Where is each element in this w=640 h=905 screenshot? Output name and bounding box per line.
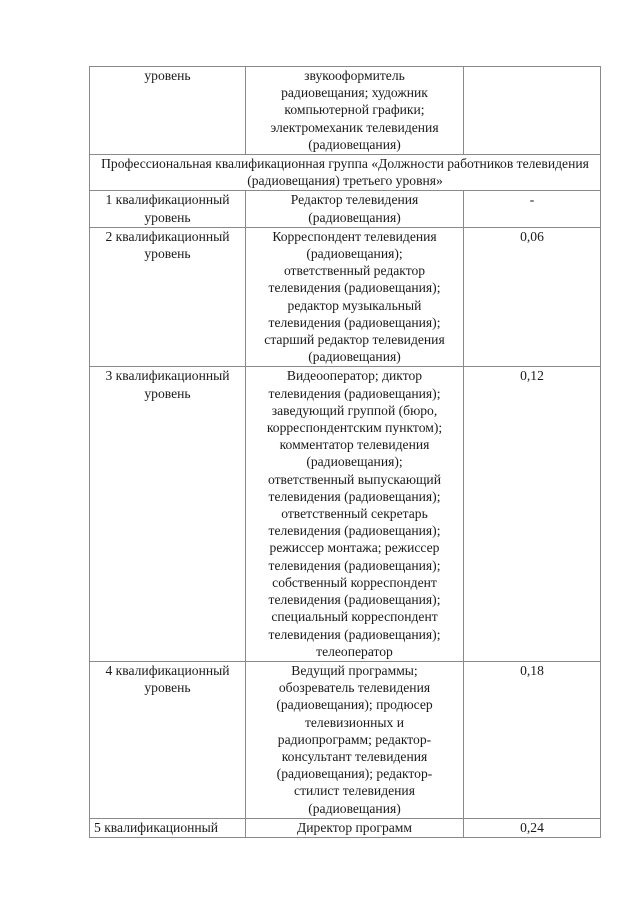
positions-text: Редактор телевидения (радиовещания)	[290, 192, 419, 225]
positions-text: Ведущий программы; обозреватель телевидения (радиовещания); продюсер телевизионных и радиопрограмм; редактор- консультант телевидения (радиовещания); редактор- стилист телевидения (радиовещания)	[276, 662, 433, 816]
coefficient-text: 0,12	[520, 368, 544, 384]
positions-text: Директор программ	[296, 819, 413, 835]
positions-cell	[246, 67, 464, 155]
level-cell	[90, 227, 246, 367]
qualification-table	[89, 66, 601, 838]
positions-text: Корреспондент телевидения (радиовещания); ответственный редактор телевидения (радиовещания); редактор музыкальный телевидения (радиовещания); старший редактор телевидения (радиовещания)	[264, 228, 445, 365]
coefficient-text: 0,24	[520, 819, 544, 835]
positions-cell	[246, 227, 464, 367]
positions-text: Видеооператор; диктор телевидения (радиовещания); заведующий группой (бюро, корреспондентским пунктом); комментатор телевидения (радиовещания); ответственный выпускающий телевидения (радиовещания); ответственный секретарь телевидения (радиовещания); режиссер монтажа; режиссер телевидения (радиовещания); собственный корреспондент телевидения (радиовещания); специальный корреспондент телевидения (радиовещания); телеоператор	[266, 368, 443, 659]
level-text: 3 квалификационный уровень	[105, 368, 230, 401]
coefficient-cell	[464, 661, 601, 818]
level-cell	[90, 67, 246, 155]
positions-cell	[246, 661, 464, 818]
level-cell	[90, 661, 246, 818]
coefficient-cell	[464, 818, 601, 837]
table-row	[90, 818, 601, 837]
table-row	[90, 367, 601, 661]
positions-cell	[246, 191, 464, 227]
coefficient-text: -	[529, 192, 535, 208]
level-cell	[90, 191, 246, 227]
table-row	[90, 191, 601, 227]
table-row	[90, 227, 601, 367]
group-header-row	[90, 155, 601, 191]
level-cell	[90, 818, 246, 837]
positions-cell	[246, 367, 464, 661]
table-row	[90, 661, 601, 818]
level-text: 2 квалификационный уровень	[105, 228, 230, 262]
positions-cell	[246, 818, 464, 837]
table-row	[90, 67, 601, 155]
group-title: Профессиональная квалификационная группа «Должности работников телевидения (радиовещания) третьего уровня»	[101, 156, 589, 189]
level-cell	[90, 367, 246, 661]
level-text: 5 квалификационный	[94, 819, 219, 835]
coefficient-text: 0,18	[520, 662, 544, 678]
level-text: 1 квалификационный уровень	[105, 192, 230, 225]
coefficient-cell	[464, 67, 601, 155]
coefficient-cell	[464, 191, 601, 227]
coefficient-cell	[464, 227, 601, 367]
coefficient-cell	[464, 367, 601, 661]
group-header-cell	[90, 155, 601, 191]
coefficient-text: 0,06	[520, 228, 544, 244]
positions-text: звукооформитель радиовещания; художник компьютерной графики; электромеханик телевидения (радиовещания)	[270, 68, 439, 152]
level-text: уровень	[144, 68, 191, 83]
level-text: 4 квалификационный уровень	[105, 662, 230, 696]
